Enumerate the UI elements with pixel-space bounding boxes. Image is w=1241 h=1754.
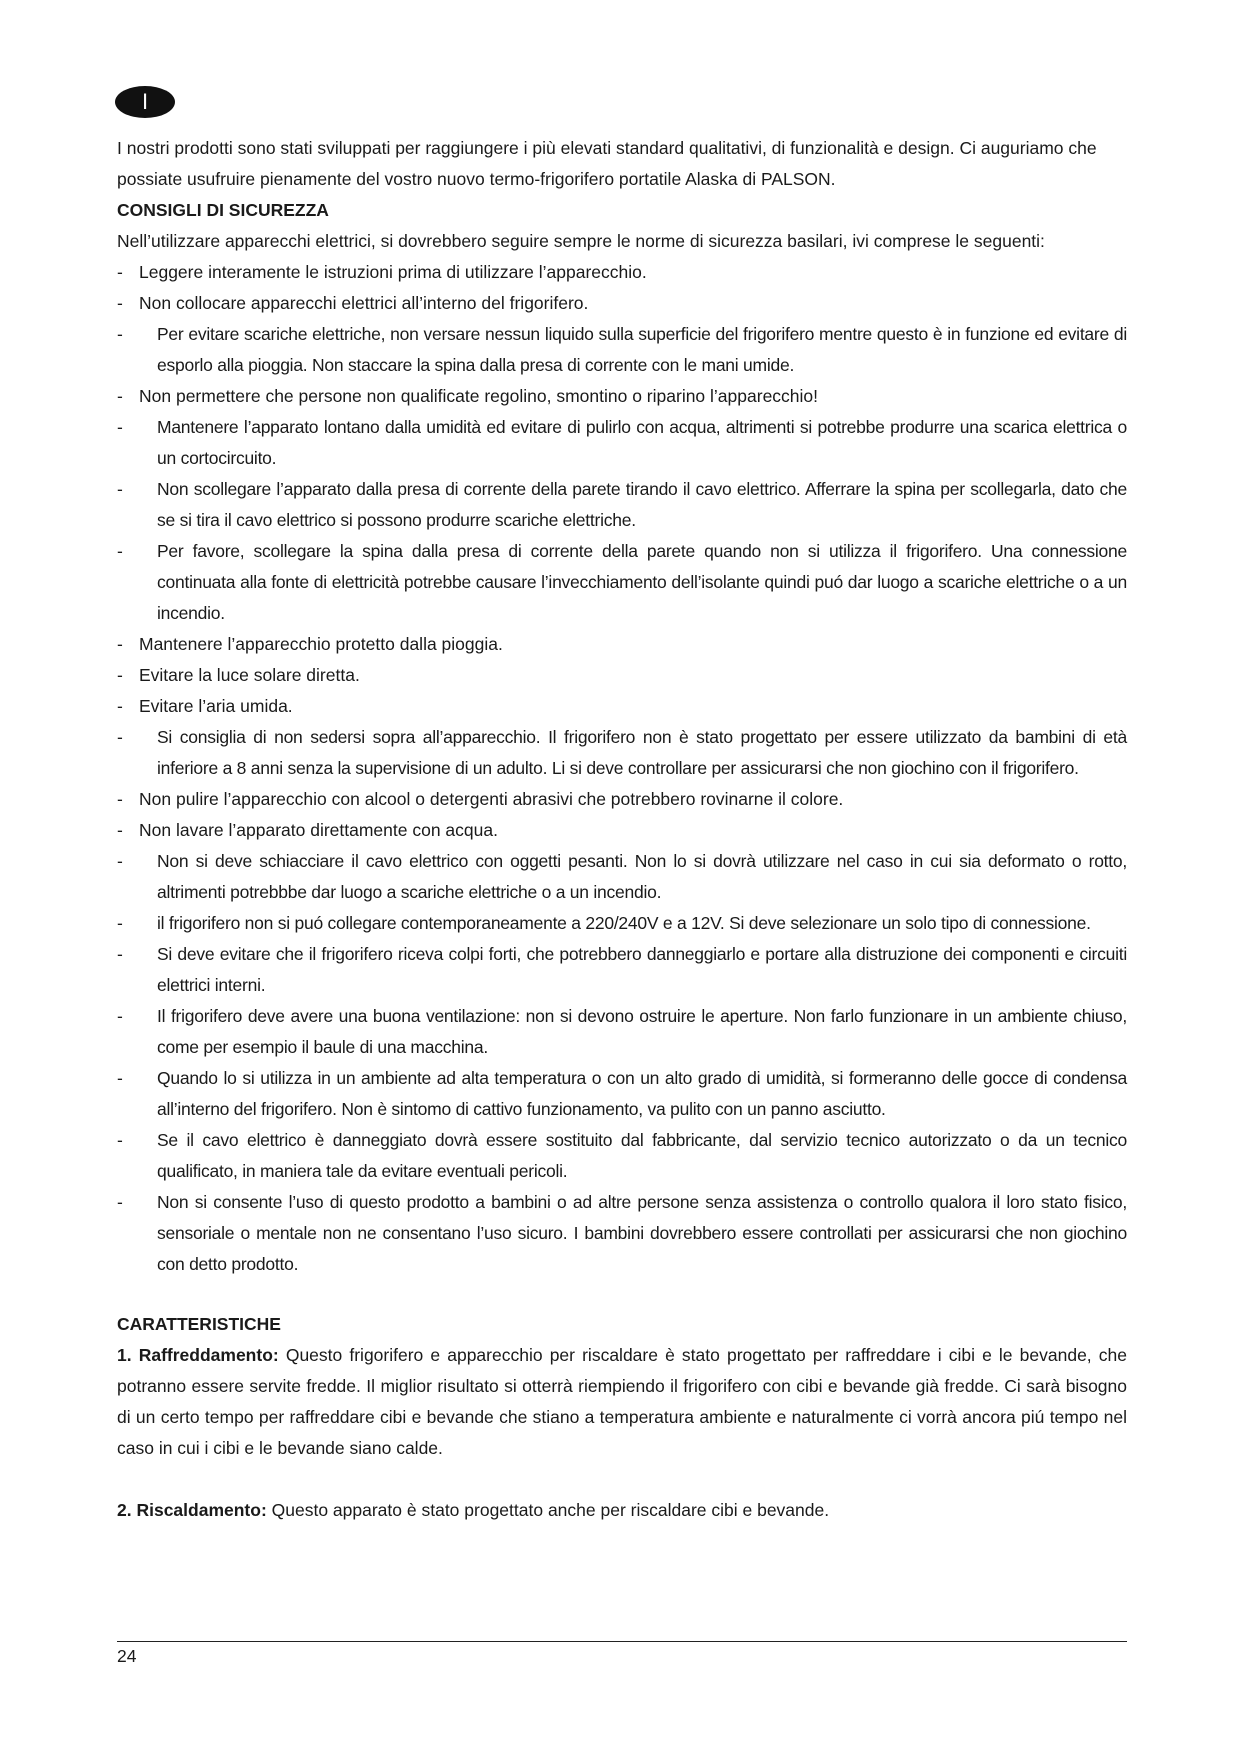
list-item: - Non collocare apparecchi elettrici all’interno del frigorifero. [117,288,1127,319]
list-item: - Si deve evitare che il frigorifero riceva colpi forti, che potrebbero danneggiarlo e portare alla distruzione dei componenti e circuiti elettrici interni. [117,939,1127,1001]
list-item: - Per favore, scollegare la spina dalla presa di corrente della parete quando non si utilizza il frigorifero. Una connessione continuata alla fonte di elettricità potrebbe causare l’invecchiamento dell’isolante quindi puó dar luogo a scariche elettriche o a un incendio. [117,536,1127,629]
list-item: - Non permettere che persone non qualificate regolino, smontino o riparino l’apparecchio! [117,381,1127,412]
features-heading: CARATTERISTICHE [117,1314,281,1334]
list-item: - Non si deve schiacciare il cavo elettrico con oggetti pesanti. Non lo si dovrà utilizzare nel caso in cui sia deformato o rotto, altrimenti potrebbbe dar luogo a scariche elettriche o a un incendio. [117,846,1127,908]
safety-list [117,257,1127,1280]
list-item: - Mantenere l’apparecchio protetto dalla pioggia. [117,629,1127,660]
language-badge [115,86,175,118]
list-item: - Non pulire l’apparecchio con alcool o detergenti abrasivi che potrebbero rovinarne il colore. [117,784,1127,815]
list-item: - Leggere interamente le istruzioni prima di utilizzare l’apparecchio. [117,257,1127,288]
list-item: - Evitare la luce solare diretta. [117,660,1127,691]
document-body [117,133,1127,1526]
list-item: - Mantenere l’apparato lontano dalla umidità ed evitare di pulirlo con acqua, altrimenti si potrebbe produrre una scarica elettrica o un cortocircuito. [117,412,1127,474]
list-item: - Evitare l’aria umida. [117,691,1127,722]
footer-divider [117,1641,1127,1642]
intro-paragraph: I nostri prodotti sono stati sviluppati per raggiungere i più elevati standard qualitativi, di funzionalità e design. Ci auguriamo che possiate usufruire pienamente del vostro nuovo termo-frigorifero portatile Alaska di PALSON. [117,138,1097,189]
safety-lead: Nell’utilizzare apparecchi elettrici, si dovrebbero seguire sempre le norme di sicurezza basilari, ivi comprese le seguenti: [117,231,1045,251]
list-item: - Il frigorifero deve avere una buona ventilazione: non si devono ostruire le aperture. Non farlo funzionare in un ambiente chiuso, come per esempio il baule di una macchina. [117,1001,1127,1063]
safety-heading: CONSIGLI DI SICUREZZA [117,200,329,220]
page-number: 24 [117,1646,137,1666]
feature-cooling-label: 1. Raffreddamento: [117,1345,279,1365]
feature-cooling-text: Questo frigorifero e apparecchio per riscaldare è stato progettato per raffreddare i cibi e le bevande, che potranno essere servite fredde. Il miglior risultato si otterrà riempiendo il frigorifero con cibi e bevande già fredde. Ci sarà bisogno di un certo tempo per raffreddare cibi e bevande che stiano a temperatura ambiente e naturalmente ci vorrà ancora piú tempo nel caso in cui i cibi e le bevande siano calde. [117,1345,1127,1458]
list-item: - il frigorifero non si puó collegare contemporaneamente a 220/240V e a 12V. Si deve selezionare un solo tipo di connessione. [117,908,1127,939]
feature-heating-text: Questo apparato è stato progettato anche per riscaldare cibi e bevande. [266,1500,830,1520]
list-item: - Si consiglia di non sedersi sopra all’apparecchio. Il frigorifero non è stato progettato per essere utilizzato da bambini di età inferiore a 8 anni senza la supervisione di un adulto. Li si deve controllare per assicurarsi che non giochino con il frigorifero. [117,722,1127,784]
list-item: - Per evitare scariche elettriche, non versare nessun liquido sulla superficie del frigorifero mentre questo è in funzione ed evitare di esporlo alla pioggia. Non staccare la spina dalla presa di corrente con le mani umide. [117,319,1127,381]
list-item: - Non scollegare l’apparato dalla presa di corrente della parete tirando il cavo elettrico. Afferrare la spina per scollegarla, dato che se si tira il cavo elettrico si possono produrre scariche elettriche. [117,474,1127,536]
list-item: - Non lavare l’apparato direttamente con acqua. [117,815,1127,846]
feature-heating-label: 2. Riscaldamento: [117,1500,267,1520]
features-section [117,1309,1127,1526]
list-item: - Quando lo si utilizza in un ambiente ad alta temperatura o con un alto grado di umidità, si formeranno delle gocce di condensa all’interno del frigorifero. Non è sintomo di cattivo funzionamento, va pulito con un panno asciutto. [117,1063,1127,1125]
feature-heating [117,1495,1127,1526]
list-item: - Non si consente l’uso di questo prodotto a bambini o ad altre persone senza assistenza o controllo qualora il loro stato fisico, sensoriale o mentale non ne consentano l’uso sicuro. I bambini dovrebbero essere controllati per assicurarsi che non giochino con detto prodotto. [117,1187,1127,1280]
list-item: - Se il cavo elettrico è danneggiato dovrà essere sostituito dal fabbricante, dal servizio tecnico autorizzato o da un tecnico qualificato, in maniera tale da evitare eventuali pericoli. [117,1125,1127,1187]
language-badge-letter: I [141,89,149,114]
feature-cooling [117,1340,1127,1464]
